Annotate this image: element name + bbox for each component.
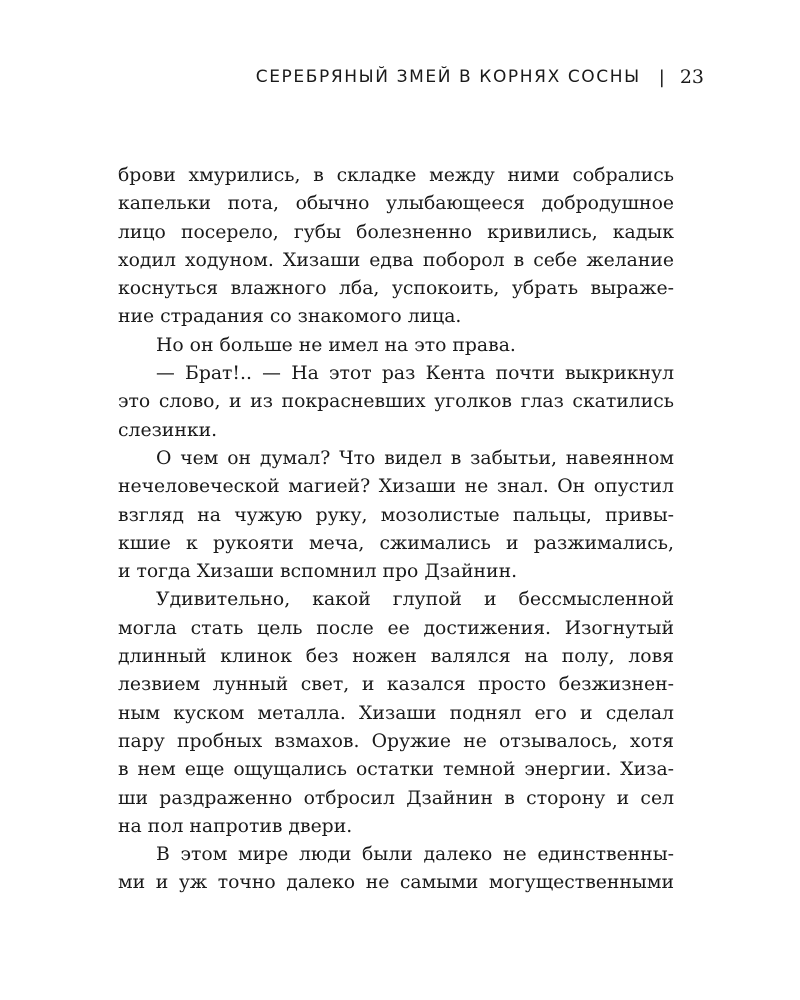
running-head <box>256 60 704 94</box>
text-line: пару пробных взмахов. Оружие не отзывалось, хотя <box>118 730 674 752</box>
text-line: и тогда Хизаши вспомнил про Дзайнин. <box>118 561 518 583</box>
text-line: капельки пота, обычно улыбающееся добродушное <box>118 193 674 215</box>
text-line: лицо посерело, губы болезненно кривились, кадык <box>118 221 674 243</box>
text-line: ши раздраженно отбросил Дзайнин в сторону и сел <box>118 787 674 809</box>
text-line: длинный клинок без ножен валялся на полу, ловя <box>118 646 674 668</box>
page-number: 23 <box>679 66 704 88</box>
text-line: ходил ходуном. Хизаши едва поборол в себе желание <box>118 249 674 271</box>
text-line: нечеловеческой магией? Хизаши не знал. Он опустил <box>118 476 674 498</box>
header-separator: | <box>658 66 665 88</box>
text-line: Удивительно, какой глупой и бессмысленной <box>156 589 674 611</box>
text-line: на пол напротив двери. <box>118 815 353 837</box>
text-line: могла стать цель после ее достижения. Изогнутый <box>118 617 674 639</box>
text-line: это слово, и из покрасневших уголков глаз скатились <box>118 391 674 413</box>
text-line: О чем он думал? Что видел в забытьи, навеянном <box>156 447 674 469</box>
text-line: брови хмурились, в складке между ними собрались <box>118 165 674 186</box>
text-line: ние страдания со знакомого лица. <box>118 306 462 328</box>
text-line: В этом мире люди были далеко не единственны- <box>156 844 674 866</box>
text-line: коснуться влажного лба, успокоить, убрать выраже- <box>118 278 674 300</box>
text-line: кшие к рукояти меча, сжимались и разжимались, <box>118 532 674 554</box>
book-title: СЕРЕБРЯНЫЙ ЗМЕЙ В КОРНЯХ СОСНЫ <box>255 67 641 87</box>
text-line: взгляд на чужую руку, мозолистые пальцы, привы- <box>118 504 674 526</box>
text-line: ми и уж точно далеко не самыми могущественными <box>118 872 674 894</box>
text-line: в нем еще ощущались остатки темной энергии. Хиза- <box>118 759 674 781</box>
text-line: слезинки. <box>118 419 218 441</box>
text-line: лезвием лунный свет, и казался просто безжизнен- <box>118 674 674 696</box>
text-line: ным куском металла. Хизаши поднял его и сделал <box>118 702 674 724</box>
body-text <box>118 162 674 898</box>
text-line: — Брат!.. — На этот раз Кента почти выкрикнул <box>156 363 674 385</box>
text-line: Но он больше не имел на это права. <box>156 334 516 356</box>
